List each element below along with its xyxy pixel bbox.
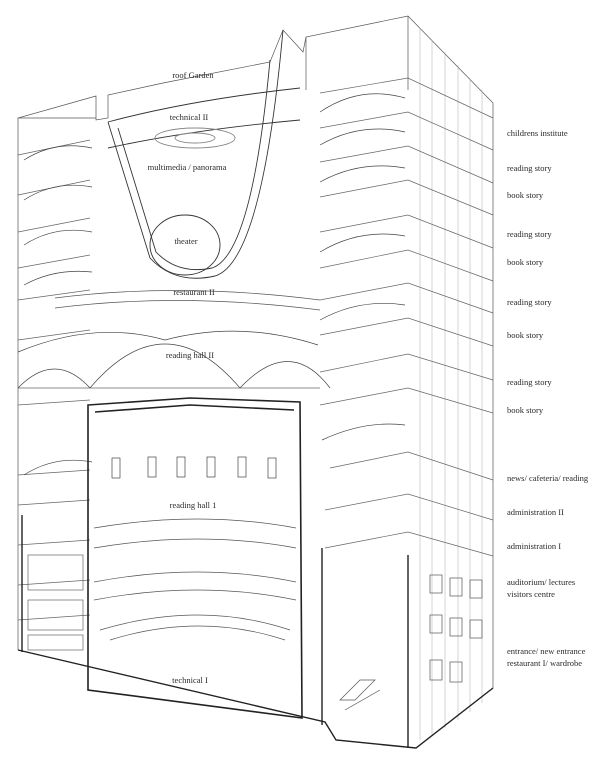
floor-label-reading-story: reading story <box>507 297 552 307</box>
base-technical-i <box>18 515 493 748</box>
floor-label-administration-ii: administration II <box>507 507 564 517</box>
label-multimedia-panorama: multimedia / panorama <box>147 162 227 172</box>
floor-label-book-story: book story <box>507 190 544 200</box>
left-floor-slabs <box>18 140 320 620</box>
lower-right-rooms <box>340 575 482 710</box>
stack-vaults <box>24 94 405 475</box>
label-technical-i: technical I <box>172 675 208 685</box>
floor-label-reading-story: reading story <box>507 229 552 239</box>
building-outline <box>18 16 493 748</box>
floor-label-news-cafeteria-reading: news/ cafeteria/ reading <box>507 473 589 483</box>
reading-hall-1-galleries <box>94 519 296 640</box>
label-technical-ii: technical II <box>169 112 209 122</box>
label-theater: theater <box>174 236 198 246</box>
floor-label-restaurant-wardrobe: restaurant I/ wardrobe <box>507 658 583 668</box>
left-lower-rooms <box>28 555 83 650</box>
reading-hall-1-windows <box>112 457 276 478</box>
floor-label-book-story: book story <box>507 405 544 415</box>
right-facade-grid <box>420 28 482 740</box>
label-roof-garden: roof Garden <box>172 70 214 80</box>
label-reading-hall-ii: reading hall II <box>165 350 215 360</box>
label-reading-hall-1: reading hall 1 <box>169 500 217 510</box>
central-funnel <box>108 30 300 278</box>
reading-hall-1-outline <box>88 398 302 718</box>
floor-label-book-story: book story <box>507 330 544 340</box>
floor-label-reading-story: reading story <box>507 377 552 387</box>
floor-label-visitors-centre: visitors centre <box>507 589 555 599</box>
floor-label-auditorium-lectures: auditorium/ lectures <box>507 577 576 587</box>
floor-label-childrens-institute: childrens institute <box>507 128 568 138</box>
right-floor-slabs <box>320 78 493 556</box>
floor-label-reading-story: reading story <box>507 163 552 173</box>
label-restaurant-ii: restaurant II <box>173 287 215 297</box>
floor-label-book-story: book story <box>507 257 544 267</box>
floor-label-administration-i: administration I <box>507 541 562 551</box>
floor-label-entrance: entrance/ new entrance <box>507 646 586 656</box>
